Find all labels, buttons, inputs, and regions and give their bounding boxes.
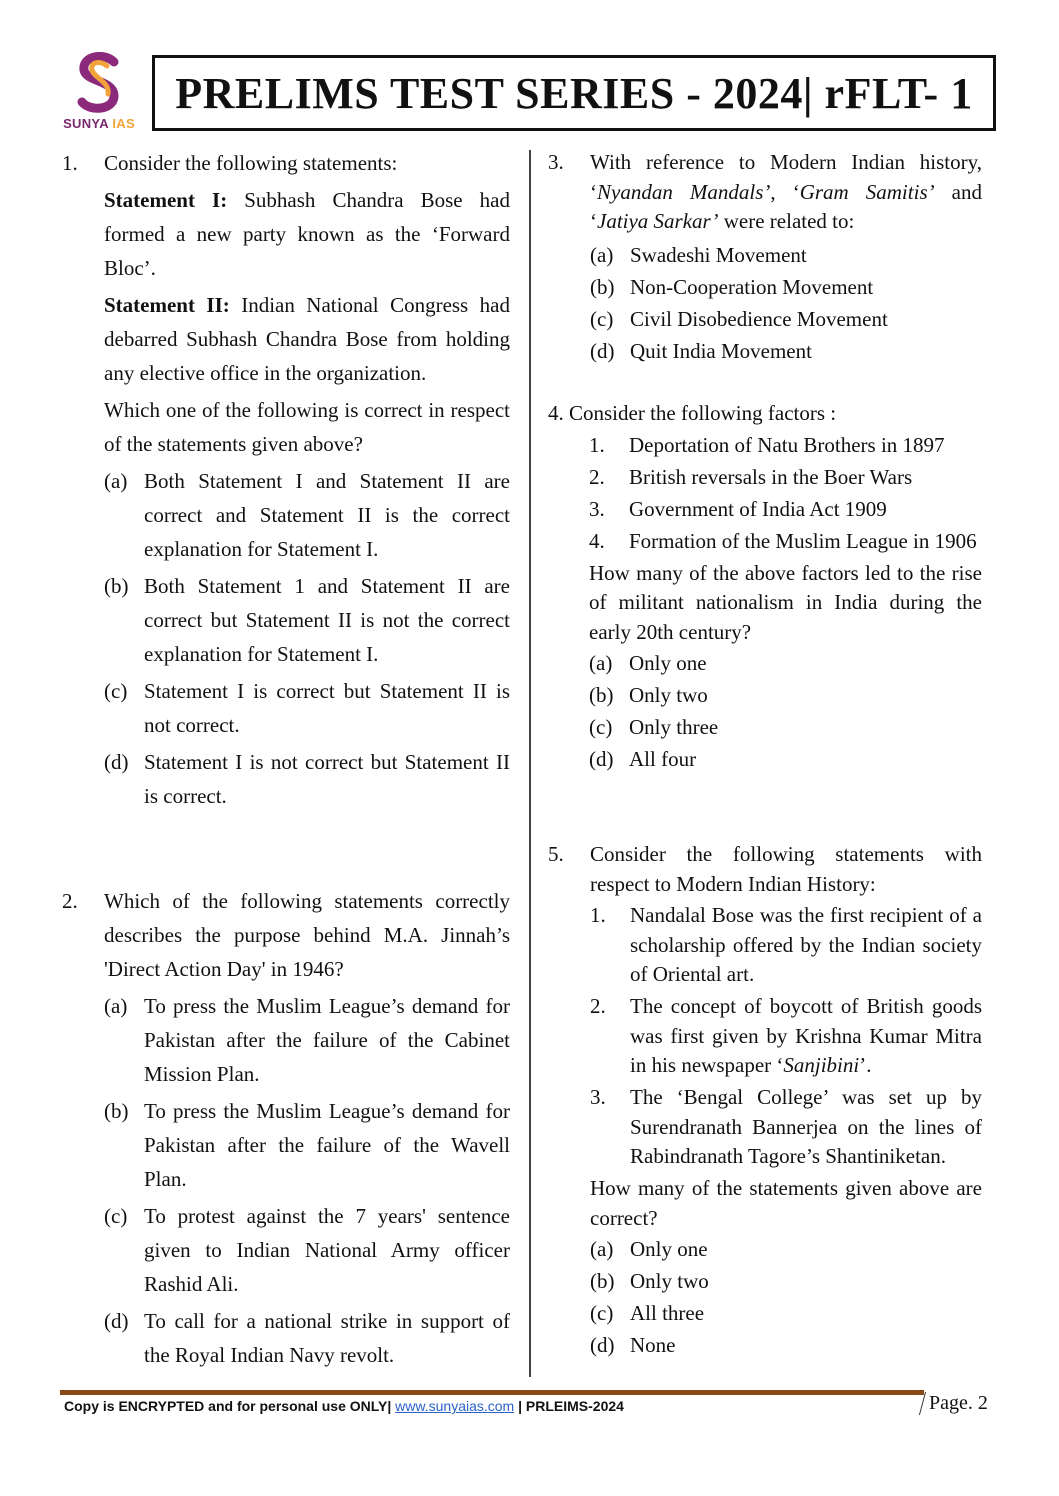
statement-item: 3. The ‘Bengal College’ was set up by Surendranath Bannerjea on the lines of Rabindranath Tagore’s Shantiniketan. xyxy=(590,1085,982,1168)
option-a[interactable]: (a) Only one xyxy=(589,651,707,675)
option-c[interactable]: (c) Civil Disobedience Movement xyxy=(590,306,888,331)
option-d[interactable]: (d) Quit India Movement xyxy=(590,338,812,363)
statement-item: 2. The concept of boycott of British goods was first given by Krishna Kumar Mitra in his newspaper ‘Sanjibini’. xyxy=(590,994,982,1077)
page-number: Page. 2 xyxy=(919,1392,991,1415)
factor-item: 1. Deportation of Natu Brothers in 1897 xyxy=(589,432,945,457)
statement-2: Statement II: Indian National Congress had debarred Subhash Chandra Bose from holding any elective office in the organization. xyxy=(104,293,510,385)
question-intro: 4. Consider the following factors : xyxy=(548,401,837,425)
option-c[interactable]: (c) Statement I is correct but Statement II is not correct. xyxy=(104,679,510,737)
question-number: 5. xyxy=(548,842,564,866)
column-divider xyxy=(529,150,531,1377)
factor-item: 3. Government of India Act 1909 xyxy=(589,496,887,521)
question-prompt: Which of the following statements correctly describes the purpose behind M.A. Jinnah’s 'Direct Action Day' in 1946? xyxy=(104,889,510,981)
question-intro: Consider the following statements with respect to Modern Indian History: xyxy=(590,842,982,896)
question-intro: Consider the following statements: xyxy=(104,151,398,175)
question-4 xyxy=(548,399,982,777)
factor-item: 2. British reversals in the Boer Wars xyxy=(589,464,913,489)
sunya-logo-icon xyxy=(74,52,124,114)
question-number: 2. xyxy=(62,889,78,913)
question-prompt: With reference to Modern Indian history, ‘Nyandan Mandals’, ‘Gram Samitis’ and ‘Jatiya Sarkar’ were related to: xyxy=(590,150,982,233)
option-a[interactable]: (a) To press the Muslim League’s demand for Pakistan after the failure of the Cabinet Mission Plan. xyxy=(104,994,510,1086)
question-prompt: How many of the statements given above are correct? xyxy=(590,1176,982,1230)
question-3 xyxy=(548,148,982,369)
option-a[interactable]: (a) Swadeshi Movement xyxy=(590,242,807,267)
right-column xyxy=(548,148,982,1378)
statement-item: 1. Nandalal Bose was the first recipient of a scholarship offered by the Indian society of Oriental art. xyxy=(590,903,982,986)
option-d[interactable]: (d) Statement I is not correct but Statement II is correct. xyxy=(104,750,510,808)
left-column xyxy=(62,146,510,1376)
option-d[interactable]: (d) None xyxy=(590,1333,676,1357)
footer-rule xyxy=(60,1390,924,1395)
statement-1: Statement I: Subhash Chandra Bose had formed a new party known as the ‘Forward Bloc’. xyxy=(104,188,510,280)
option-c[interactable]: (c) To protest against the 7 years' sentence given to Indian National Army officer Rashid Ali. xyxy=(104,1204,510,1296)
option-a[interactable]: (a) Both Statement I and Statement II are correct and Statement II is the correct explanation for Statement I. xyxy=(104,469,510,561)
option-b[interactable]: (b) Non-Cooperation Movement xyxy=(590,274,874,299)
option-b[interactable]: (b) Only two xyxy=(589,683,708,707)
footer-text: Copy is ENCRYPTED and for personal use ONLY| www.sunyaias.com | PRLEIMS-2024 xyxy=(64,1398,624,1414)
option-b[interactable]: (b) To press the Muslim League’s demand for Pakistan after the failure of the Wavell Plan. xyxy=(104,1099,510,1191)
question-1 xyxy=(62,146,510,816)
question-prompt: How many of the above factors led to the rise of militant nationalism in India during the early 20th century? xyxy=(589,560,982,644)
option-c[interactable]: (c) All three xyxy=(590,1301,705,1325)
question-2 xyxy=(62,884,510,1375)
option-d[interactable]: (d) All four xyxy=(589,747,697,771)
option-b[interactable]: (b) Both Statement 1 and Statement II are correct but Statement II is not the correct explanation for Statement I. xyxy=(104,574,510,666)
factor-item: 4. Formation of the Muslim League in 1906 xyxy=(589,528,977,553)
option-c[interactable]: (c) Only three xyxy=(589,715,719,739)
question-number: 1. xyxy=(62,151,78,175)
option-b[interactable]: (b) Only two xyxy=(590,1269,709,1293)
logo-text: SUNYA IAS xyxy=(63,116,135,131)
logo xyxy=(58,52,140,136)
title-box xyxy=(152,55,996,131)
question-prompt: Which one of the following is correct in respect of the statements given above? xyxy=(104,398,510,456)
option-d[interactable]: (d) To call for a national strike in support of the Royal Indian Navy revolt. xyxy=(104,1309,510,1367)
website-link[interactable]: www.sunyaias.com xyxy=(395,1398,515,1414)
question-5 xyxy=(548,840,982,1363)
option-a[interactable]: (a) Only one xyxy=(590,1237,708,1261)
page-title: PRELIMS TEST SERIES - 2024| rFLT- 1 xyxy=(175,68,973,118)
question-number: 3. xyxy=(548,150,564,174)
